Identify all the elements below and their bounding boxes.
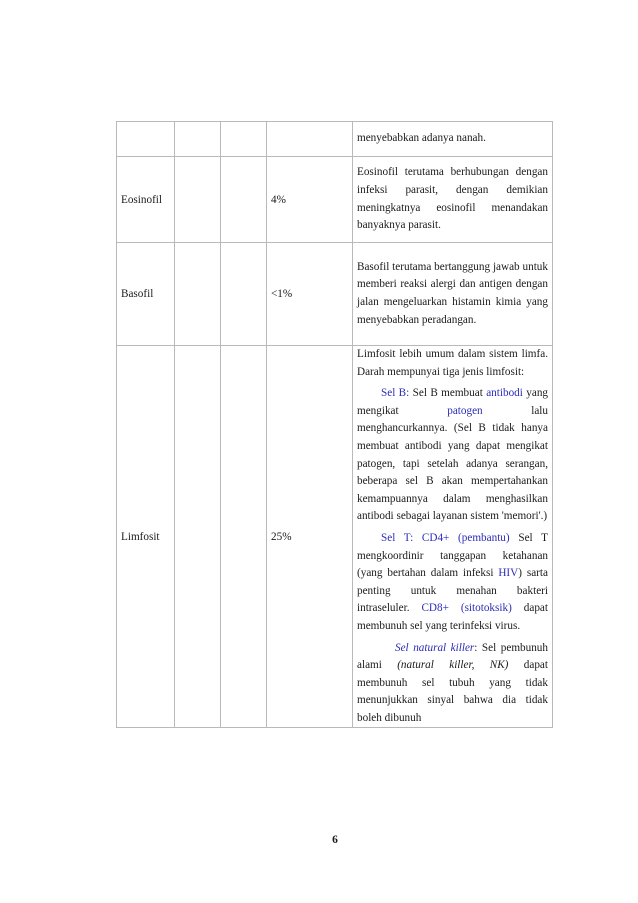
cell-name: Limfosit xyxy=(117,346,175,728)
table-row xyxy=(117,243,553,346)
table-row xyxy=(117,122,553,157)
cell-empty xyxy=(175,157,221,243)
cell-empty xyxy=(221,346,267,728)
description-text: menyebabkan adanya nanah. xyxy=(357,132,486,145)
cell-empty xyxy=(175,122,221,157)
cell-empty xyxy=(221,243,267,346)
table-row xyxy=(117,157,553,243)
cell-empty xyxy=(175,243,221,346)
text-segment: : Sel pembunuh alami xyxy=(357,641,548,672)
sel-t-paragraph xyxy=(357,530,548,636)
cell-percentage: 4% xyxy=(267,157,353,243)
antibodi-link[interactable]: antibodi xyxy=(486,387,523,400)
cell-description xyxy=(353,157,553,243)
cell-name: Basofil xyxy=(117,243,175,346)
text-segment: dapat membunuh sel tubuh yang tidak menunjukkan sinyal bahwa dia tidak boleh dibunuh xyxy=(357,659,548,724)
cell-name: Eosinofil xyxy=(117,157,175,243)
nk-link[interactable]: Sel natural killer xyxy=(395,641,475,654)
text-segment: Sel B membuat xyxy=(409,387,487,400)
description-text: Basofil terutama bertanggung jawab untuk memberi reaksi alergi dan antigen dengan jalan mengeluarkan histamin kimia yang menyebabkan peradangan. xyxy=(357,260,548,326)
cell-description xyxy=(353,346,553,728)
cell-percentage xyxy=(267,122,353,157)
cell-empty xyxy=(221,157,267,243)
nk-paragraph xyxy=(357,640,548,728)
hiv-link[interactable]: HIV xyxy=(498,567,519,580)
patogen-link[interactable]: patogen xyxy=(447,404,483,417)
blood-cell-table xyxy=(116,121,553,728)
cd8-link[interactable]: CD8+ (sitotoksik) xyxy=(421,602,512,615)
cell-description xyxy=(353,243,553,346)
text-segment: Sel T mengkoordinir tanggapan ketahanan (yang bertahan dalam infeksi xyxy=(357,531,548,580)
page-number: 6 xyxy=(332,834,338,846)
sel-t-link[interactable]: Sel T: CD4+ (pembantu) xyxy=(381,531,510,544)
cell-name xyxy=(117,122,175,157)
cell-percentage: <1% xyxy=(267,243,353,346)
cell-description xyxy=(353,122,553,157)
text-segment: ) sarta penting untuk menahan bakteri intraseluler. xyxy=(357,567,548,615)
text-segment: dapat membunuh sel yang terinfeksi virus. xyxy=(357,602,548,632)
cell-percentage: 25% xyxy=(267,346,353,728)
description-text: Eosinofil terutama berhubungan dengan infeksi parasit, dengan demikian meningkatnya eosinofil menandakan banyaknya parasit. xyxy=(357,166,548,232)
text-segment: (natural killer, NK) xyxy=(397,659,509,672)
text-segment: yang mengikat xyxy=(357,387,549,417)
table-row xyxy=(117,346,553,728)
sel-b-paragraph xyxy=(357,385,548,526)
cell-empty xyxy=(175,346,221,728)
cell-empty xyxy=(221,122,267,157)
sel-b-link[interactable]: Sel B: xyxy=(381,387,410,400)
limfosit-intro: Limfosit lebih umum dalam sistem limfa. Darah mempunyai tiga jenis limfosit: xyxy=(357,348,548,378)
text-segment: lalu menghancurkannya. (Sel B tidak hanya membuat antibodi yang dapat mengikat patogen, tapi setelah adanya serangan, beberapa sel B akan mempertahankan kemampuannya dalam menghasilkan antibodi sebagai layanan sistem 'memori'.) xyxy=(357,404,548,523)
